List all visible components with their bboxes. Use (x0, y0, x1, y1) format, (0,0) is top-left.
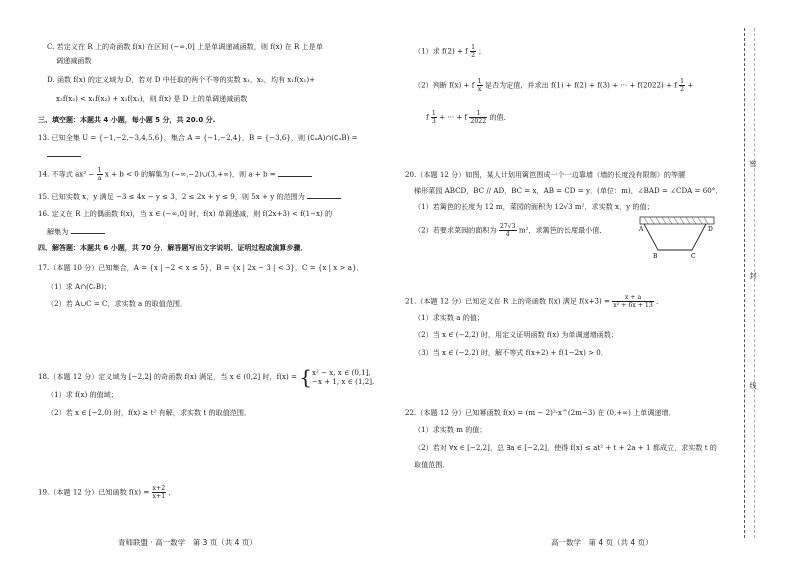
section-fill-blank-heading: 三、填空题：本题共 4 小题，每小题 5 分，共 20.0 分. (38, 116, 216, 124)
label-c: C (691, 253, 696, 260)
question-14-text-a: 14. 不等式 ax² − (38, 169, 95, 179)
label-a: A (639, 226, 644, 233)
question-19: 19.（本题 12 分）已知函数 f(x) = $\frac{x+2}{x+1}$ ， (38, 485, 176, 500)
left-page-footer: 青师联盟 · 高一数学 第 3 页（共 4 页） (118, 538, 257, 547)
question-17-part1: （1）求 A∩(∁ᵣB)； (47, 282, 111, 291)
question-21-part3: （3）当 x ∈ (−2,2) 时，解不等式 f(x+2) + f(1−2x) > 0． (414, 348, 608, 357)
question-16-line2: 解集为 (47, 226, 105, 236)
question-17: 17.（本题 10 分）已知集合，A = {x | −2 < x ≤ 5}，B = {x | 2x − 3 | < 3}，C = {x | x > a}． (38, 263, 364, 272)
hatch-lines (644, 217, 708, 224)
binding-line-dashed-inner (754, 28, 755, 538)
seal-label-mi: 密 (749, 160, 757, 167)
question-18: 18.（本题 12 分）定义域为 [−2,2] 的奇函数 f(x) 满足，当 x ∈ (0,2] 时，f(x) = { x² − x, x ∈ (0,1], −x + 1, x ∈ (1,2]. (38, 365, 375, 389)
wall-hatch (640, 217, 714, 224)
question-21-part1: （1）求实数 a 的值； (414, 313, 485, 322)
seal-label-feng: 封 (749, 272, 757, 279)
question-22: 22.（本题 12 分）已知幂函数 f(x) = (m − 2)²·x^(2m−3) 在 (0,+∞) 上单调递增． (405, 408, 676, 417)
label-b: B (653, 253, 658, 260)
question-21-part2: （2）当 x ∈ (−2,2) 时，用定义证明函数 f(x) 为单调递增函数； (414, 330, 619, 339)
trapezoid-garden-figure (636, 213, 718, 263)
piecewise-brace: { (299, 365, 312, 389)
option-c-line2: 调递减函数 (56, 56, 92, 65)
question-21: 21.（本题 12 分）已知定义在 R 上的奇函数 f(x) 满足 f(x+3) = $\frac{x + a}{\text{x² + 6x + 13}}$ ． (405, 294, 664, 309)
question-18-part2: （2）若 x ∈ [−2,0) 时，f(x) ≥ t² 有解，求实数 t 的取值范围． (47, 408, 252, 417)
question-15-text: 15. 已知实数 x，y 满足 −3 ≤ 4x − y ≤ 3，2 ≤ 2x + y ≤ 9，则 5x + y 的范围为 (38, 192, 305, 201)
section-solution-heading: 四、解答题：本题共 6 小题，共 70 分．解答题写出文字说明、证明过程或演算步骤． (38, 244, 308, 252)
question-20-part1: （1）若篱笆的长度为 12 m，菜园的面积为 12√3 m²，求实数 x，y 的值； (414, 202, 654, 211)
binding-line-dashed (744, 28, 745, 538)
question-16-line1: 16. 定义在 R 上的偶函数 f(x)，当 x ∈ (−∞,0] 时，f(x) 单调递减，则 f(2x+3) < f(1−x) 的 (38, 209, 333, 218)
question-13-text: 13. 已知全集 U = {−1,−2,−3,4,5,6}，集合 A = {−1,−2,4}，B = {−3,6}，则 (∁ᵤA)∩(∁ᵤB) = (38, 133, 358, 142)
option-c-line1: C. 若定义在 R 上的奇函数 f(x) 在区间 (−∞,0] 上是单调递减函数，则 f(x) 在 R 上是单 (47, 42, 323, 51)
question-19-part2: （2）判断 f(x) + f $\frac{1}{x}$ 是否为定值，并求出 f(1) + f(2) + f(3) + ··· + f(2022) + f $\frac{1}{2}$ + (414, 78, 694, 93)
question-19-part1: （1）求 f(2) + f $\frac{1}{2}$ ； (414, 44, 486, 59)
piecewise-cases: x² − x, x ∈ (0,1], −x + 1, x ∈ (1,2]. (312, 368, 375, 386)
question-20-line1: 20.（本题 12 分）如图，某人计划用篱笆围成一个一边靠墙（墙的长度没有限制）的等腰 (405, 170, 686, 179)
question-22-part2: （2）若对 ∀x ∈ [−2,2]，总 ∃a ∈ [−2,2]，使得 f(x) ≤ at² + t + 2a + 1 都成立，求实数 t 的 (414, 443, 717, 452)
trapezoid-shape (644, 224, 706, 250)
question-17-part2: （2）若 A∪C = C，求实数 a 的取值范围． (47, 299, 188, 308)
question-22-part2-cont: 取值范围． (414, 460, 450, 469)
question-19-part2-cont: f $\frac{1}{3}$ + ··· + f $\frac{1}{2022}$ 的值． (426, 110, 511, 125)
question-18-part1: （1）求 f(x) 的值域； (47, 390, 118, 399)
label-d: D (708, 226, 713, 233)
seal-label-xian: 线 (749, 382, 757, 389)
question-19-fraction: $\frac{x+2}{x+1}$ (152, 485, 166, 500)
question-20-line2: 梯形菜园 ABCD，BC // AD，BC = x，AB = CD = y．(单位：m)，∠BAD = ∠CDA = 60°． (414, 186, 723, 195)
question-20-part2: （2）若要求菜园的面积为 $\frac{27√3}{4}$ m²，求篱笆的长度最小值． (414, 223, 607, 238)
question-14-text-b: x + b < 0 的解集为 (−∞,−2)∪(3,+∞)，则 a + b = (104, 169, 276, 179)
right-page-footer: 高一数学 第 4 页（共 4 页） (551, 538, 653, 547)
question-14-fraction: $\frac{1}{a}$ (97, 167, 102, 182)
option-d-line1: D. 函数 f(x) 的定义域为 D，若对 D 中任取的两个不等的实数 x₁，x₂，均有 x₁f(x₁)+ (47, 75, 316, 84)
question-22-part1: （1）求实数 m 的值； (414, 425, 487, 434)
option-d-line2: x₂f(x₂) < x₁f(x₂) + x₂f(x₁)，则 f(x) 是 D 上的单调递减函数 (56, 94, 248, 103)
